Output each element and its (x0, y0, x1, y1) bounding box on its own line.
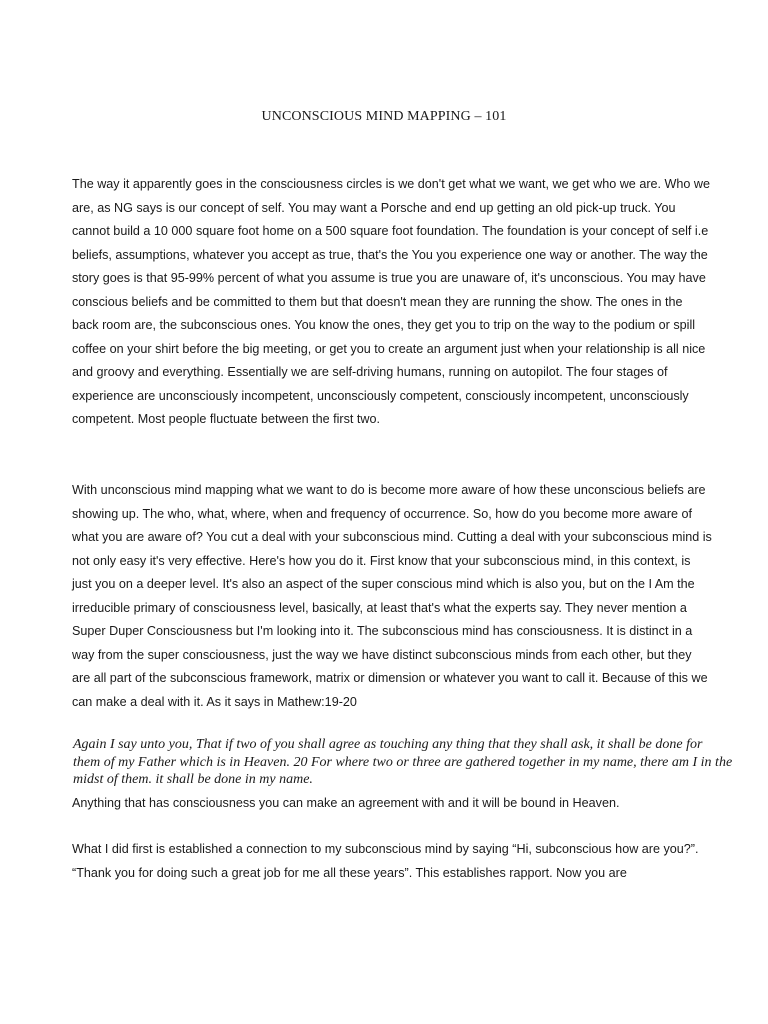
paragraph-agreement: Anything that has consciousness you can make an agreement with and it will be bound in Heaven. (72, 796, 620, 810)
scripture-quote: Again I say unto you, That if two of you shall agree as touching any thing that they shall ask, it shall be done for them of my Father which is in Heaven. 20 For where two or three are gathered together in my name, there am I in the midst of them. it shall be done in my name. (73, 737, 733, 787)
document-title: UNCONSCIOUS MIND MAPPING – 101 (261, 109, 507, 124)
paragraph-connection: What I did first is established a connection to my subconscious mind by saying “Hi, subconscious how are you?”. “Thank you for doing such a great job for me all these years”. This establishes rapport. Now you are (72, 842, 699, 880)
paragraph-mind-mapping: With unconscious mind mapping what we want to do is become more aware of how these unconscious beliefs are showing up. The who, what, where, when and frequency of occurrence. So, how do you become more aware of what you are aware of? You cut a deal with your subconscious mind. Cutting a deal with your subconscious mind is not only easy it's very effective. Here's how you do it. First know that your subconscious mind, in this context, is just you on a deeper level. It's also an aspect of the super conscious mind which is also you, but on the I Am the irreducible primary of consciousness level, basically, at least that's what the experts say. They never mention a Super Duper Consciousness but I'm looking into it. The subconscious mind has consciousness. It is distinct in a way from the super consciousness, just the way we have distinct subconscious minds from each other, but they are all part of the subconscious framework, matrix or dimension or whatever you want to call it. Because of this we can make a deal with it. As it says in Mathew:19-20 (72, 483, 712, 709)
paragraph-intro: The way it apparently goes in the consciousness circles is we don't get what we want, we get who we are. Who we are, as NG says is our concept of self. You may want a Porsche and end up getting an old pick-up truck. You cannot build a 10 000 square foot home on a 500 square foot foundation. The foundation is your concept of self i.e beliefs, assumptions, whatever you accept as true, that's the You you experience one way or another. The way the story goes is that 95-99% percent of what you assume is true you are unaware of, it's unconscious. You may have conscious beliefs and be committed to them but that doesn't mean they are running the show. The ones in the back room are, the subconscious ones. You know the ones, they get you to trip on the way to the podium or spill coffee on your shirt before the big meeting, or get you to create an argument just when your relationship is all nice and groovy and everything. Essentially we are self-driving humans, running on autopilot. The four stages of experience are unconsciously incompetent, unconsciously competent, consciously incompetent, unconsciously competent. Most people fluctuate between the first two. (72, 177, 711, 426)
